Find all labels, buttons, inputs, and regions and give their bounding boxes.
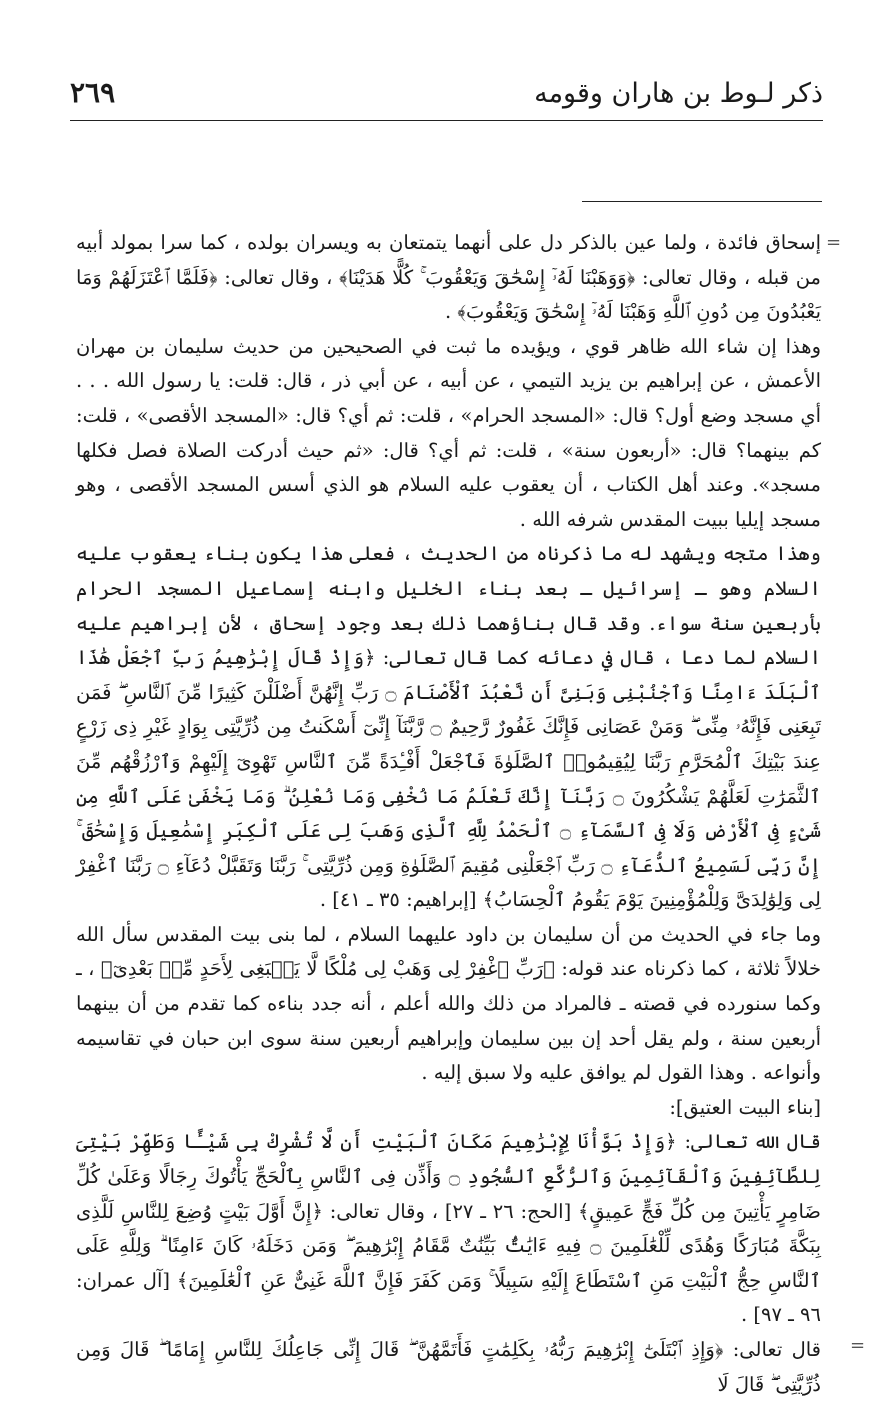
page-header [70, 74, 823, 120]
paragraph: قال تعالى: ﴿وَإِذِ ٱبْتَلَىٰٓ إِبْرَٰهِيمَ رَبُّهُۥ بِكَلِمَٰتٍ فَأَتَمَّهُنَّ ۖ قَالَ إِنِّى جَاعِلُكَ لِلنَّاسِ إِمَامًا ۖ قَالَ وَمِن ذُرِّيَّتِى ۖ قَالَ لَا [76, 1338, 821, 1396]
page-number: ٢٦٩ [70, 76, 116, 109]
paragraph: قال الله تعالى: ﴿وَإِذْ بَوَّأْنَا لِإِبْرَٰهِيمَ مَكَانَ ٱلْبَيْتِ أَن لَّا تُشْرِكْ بِى شَيْـًٔا وَطَهِّرْ بَيْتِىَ لِلطَّآئِفِينَ وَٱلْقَآئِمِينَ وَٱلرُّكَّعِ ٱلسُّجُودِ ۝ وَأَذِّن فِى ٱلنَّاسِ بِٱلْحَجِّ يَأْتُوكَ رِجَالًا وَعَلَىٰ كُلِّ ضَامِرٍ يَأْتِينَ مِن كُلِّ فَجٍّ عَمِيقٍ﴾ [الحج: ٢٦ ـ ٢٧] ، وقال تعالى: ﴿إِنَّ أَوَّلَ بَيْتٍ وُضِعَ لِلنَّاسِ لَلَّذِى بِبَكَّةَ مُبَارَكًا وَهُدًى لِّلْعَٰلَمِينَ ۝ فِيهِ ءَايَٰتٌۢ بَيِّنَٰتٌ مَّقَامُ إِبْرَٰهِيمَ ۖ وَمَن دَخَلَهُۥ كَانَ ءَامِنًا ۗ وَلِلَّهِ عَلَى ٱلنَّاسِ حِجُّ ٱلْبَيْتِ مَنِ ٱسْتَطَاعَ إِلَيْهِ سَبِيلًا ۚ وَمَن كَفَرَ فَإِنَّ ٱللَّهَ غَنِىٌّ عَنِ ٱلْعَٰلَمِينَ﴾ [آل عمران: ٩٦ ـ ٩٧] . [76, 1130, 822, 1327]
body-text [76, 226, 821, 1402]
section-title: [بناء البيت العتيق]: [669, 1095, 821, 1119]
paragraph: وهذا إن شاء الله ظاهر قوي ، ويؤيده ما ثبت في الصحيحين من حديث سليمان بن مهران الأعمش ، عن إبراهيم بن يزيد التيمي ، عن أبيه ، عن أبي ذر ، قال: قلت: يا رسول الله . . . أي مسجد وضع أول؟ قال: «المسجد الحرام» ، قلت: ثم أي؟ قال: «المسجد الأقصى» ، قلت: كم بينهما؟ قال: «أربعون سنة» ، قلت: ثم أي؟ قال: «ثم حيث أدركت الصلاة فصل فكلها مسجد». وعند أهل الكتاب ، أن يعقوب عليه السلام هو الذي أسس المسجد الأقصى ، وهو مسجد إيليا ببيت المقدس شرفه الله . [76, 334, 821, 531]
margin-mark-bottom: = [850, 1335, 866, 1356]
paragraph: وما جاء في الحديث من أن سليمان بن داود عليهما السلام ، لما بنى بيت المقدس سأل الله خلالاً ثلاثة ، كما ذكرناه عند قوله: ﴿رَبِّ ٱغْفِرْ لِى وَهَبْ لِى مُلْكًا لَّا يَنۢبَغِى لِأَحَدٍ مِّنۢ بَعْدِىٓ﴾ ، ـ وكما سنورده في قصته ـ فالمراد من ذلك والله أعلم ، أنه جدد بناءه كما تقدم من أن بينهما أربعين سنة ، ولم يقل أحد إن بين سليمان وإبراهيم أربعين سنة سوى ابن حبان في تقاسيمه وأنواعه . وهذا القول لم يوافق عليه ولا سبق إليه . [76, 922, 821, 1085]
running-title: ذكر لـوط بن هاران وقومه [534, 78, 823, 109]
margin-mark-top: = [826, 232, 842, 253]
header-rule [70, 120, 823, 121]
paragraph: إسحاق فائدة ، ولما عين بالذكر دل على أنهما يتمتعان به ويسران بولده ، كما سرا بمولد أبيه من قبله ، وقال تعالى: ﴿وَوَهَبْنَا لَهُۥٓ إِسْحَٰقَ وَيَعْقُوبَ ۚ كُلًّا هَدَيْنَا﴾ ، وقال تعالى: ﴿فَلَمَّا ٱعْتَزَلَهُمْ وَمَا يَعْبُدُونَ مِن دُونِ ٱللَّهِ وَهَبْنَا لَهُۥٓ إِسْحَٰقَ وَيَعْقُوبَ﴾ . [76, 231, 821, 324]
paragraph: وهذا متجه ويشهد له ما ذكرناه من الحديث ، فعلى هذا يكون بناء يعقوب عليه السلام وهو ـ إسرائيل ـ بعد بناء الخليل وابنه إسماعيل المسجد الحرام بأربعين سنة سواء. وقد قال بناؤهما ذلك بعد وجود إسحاق ، لأن إبراهيم عليه السلام لما دعا ، قال في دعائه كما قال تعالى: ﴿وَإِذْ قَالَ إِبْرَٰهِيمُ رَبِّ ٱجْعَلْ هَٰذَا ٱلْبَلَدَ ءَامِنًا وَٱجْنُبْنِى وَبَنِىَّ أَن نَّعْبُدَ ٱلْأَصْنَامَ ۝ رَبِّ إِنَّهُنَّ أَضْلَلْنَ كَثِيرًا مِّنَ ٱلنَّاسِ ۖ فَمَن تَبِعَنِى فَإِنَّهُۥ مِنِّى ۖ وَمَنْ عَصَانِى فَإِنَّكَ غَفُورٌ رَّحِيمٌ ۝ رَّبَّنَآ إِنِّىٓ أَسْكَنتُ مِن ذُرِّيَّتِى بِوَادٍ غَيْرِ ذِى زَرْعٍ عِندَ بَيْتِكَ ٱلْمُحَرَّمِ رَبَّنَا لِيُقِيمُوا۟ ٱلصَّلَوٰةَ فَٱجْعَلْ أَفْـِٔدَةً مِّنَ ٱلنَّاسِ تَهْوِىٓ إِلَيْهِمْ وَٱرْزُقْهُم مِّنَ ٱلثَّمَرَٰتِ لَعَلَّهُمْ يَشْكُرُونَ ۝ رَبَّنَآ إِنَّكَ تَعْلَمُ مَا نُخْفِى وَمَا نُعْلِنُ ۗ وَمَا يَخْفَىٰ عَلَى ٱللَّهِ مِن شَىْءٍ فِى ٱلْأَرْضِ وَلَا فِى ٱلسَّمَآءِ ۝ ٱلْحَمْدُ لِلَّهِ ٱلَّذِى وَهَبَ لِى عَلَى ٱلْكِبَرِ إِسْمَٰعِيلَ وَإِسْحَٰقَ ۚ إِنَّ رَبِّى لَسَمِيعُ ٱلدُّعَآءِ ۝ رَبِّ ٱجْعَلْنِى مُقِيمَ ٱلصَّلَوٰةِ وَمِن ذُرِّيَّتِى ۚ رَبَّنَا وَتَقَبَّلْ دُعَآءِ ۝ رَبَّنَا ٱغْفِرْ لِى وَلِوَٰلِدَىَّ وَلِلْمُؤْمِنِينَ يَوْمَ يَقُومُ ٱلْحِسَابُ﴾ [إبراهيم: ٣٥ ـ ٤١] . [76, 542, 821, 912]
separator-rule [582, 201, 822, 202]
